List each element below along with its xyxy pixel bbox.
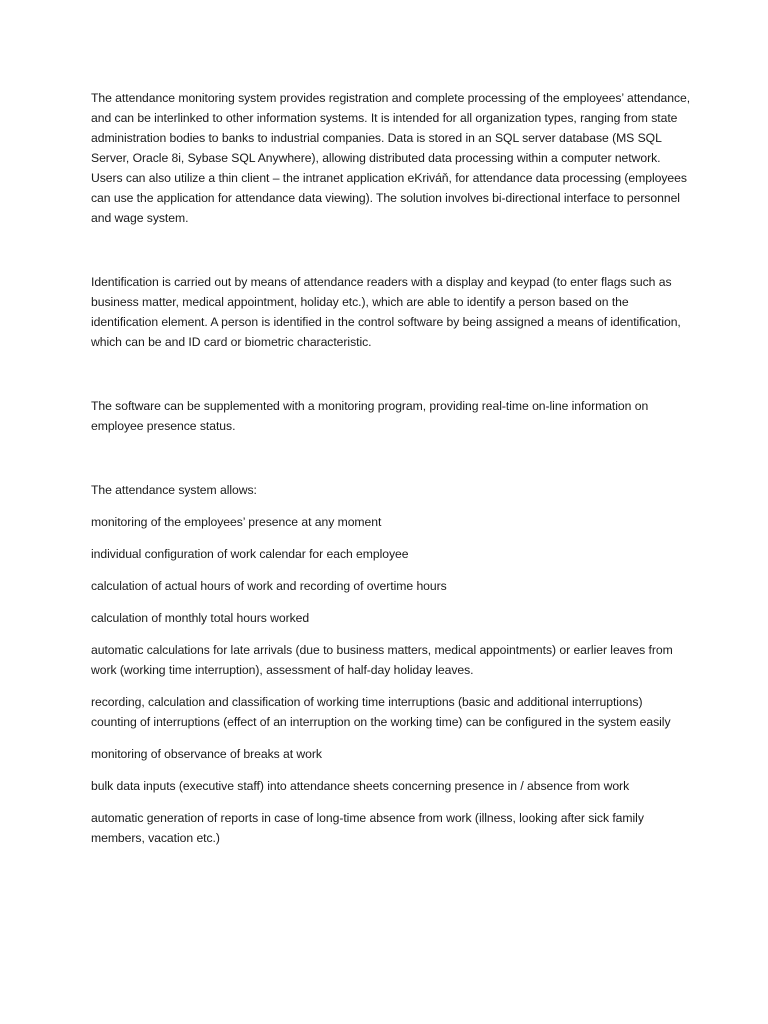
list-item: calculation of actual hours of work and recording of overtime hours xyxy=(91,579,447,593)
list-item: calculation of monthly total hours worked xyxy=(91,611,310,625)
list-item: monitoring of the employees’ presence at any moment xyxy=(91,515,382,529)
list-item: automatic calculations for late arrivals (due to business matters, medical appointments) or earlier leaves from work (working time interruption), assessment of half-day holiday leaves. xyxy=(91,643,673,677)
list-item: automatic generation of reports in case of long-time absence from work (illness, looking after sick family members, vacation etc.) xyxy=(91,811,644,845)
list-item: bulk data inputs (executive staff) into attendance sheets concerning presence in / absence from work xyxy=(91,779,630,793)
list-item: individual configuration of work calendar for each employee xyxy=(91,547,409,561)
list-intro: The attendance system allows: xyxy=(91,483,257,497)
list-item: monitoring of observance of breaks at work xyxy=(91,747,322,761)
feature-list xyxy=(91,512,691,848)
paragraph-system-overview: The attendance monitoring system provides registration and complete processing of the employees’ attendance, and can be interlinked to other information systems. It is intended for all organization types, ranging from state administration bodies to banks to industrial companies. Data is stored in an SQL server database (MS SQL Server, Oracle 8i, Sybase SQL Anywhere), allowing distributed data processing within a computer network. Users can also utilize a thin client – the intranet application eKriváň, for attendance data processing (employees can use the application for attendance data viewing). The solution involves bi-directional interface to personnel and wage system. xyxy=(91,91,691,225)
paragraph-monitoring-program: The software can be supplemented with a monitoring program, providing real-time on-line information on employee presence status. xyxy=(91,399,649,433)
document-body xyxy=(91,88,691,860)
list-item: recording, calculation and classification of working time interruptions (basic and additional interruptions) counting of interruptions (effect of an interruption on the working time) can be configured in the system easily xyxy=(91,695,671,729)
paragraph-identification: Identification is carried out by means of attendance readers with a display and keypad (to enter flags such as business matter, medical appointment, holiday etc.), which are able to identify a person based on the identification element. A person is identified in the control software by being assigned a means of identification, which can be and ID card or biometric characteristic. xyxy=(91,275,681,349)
